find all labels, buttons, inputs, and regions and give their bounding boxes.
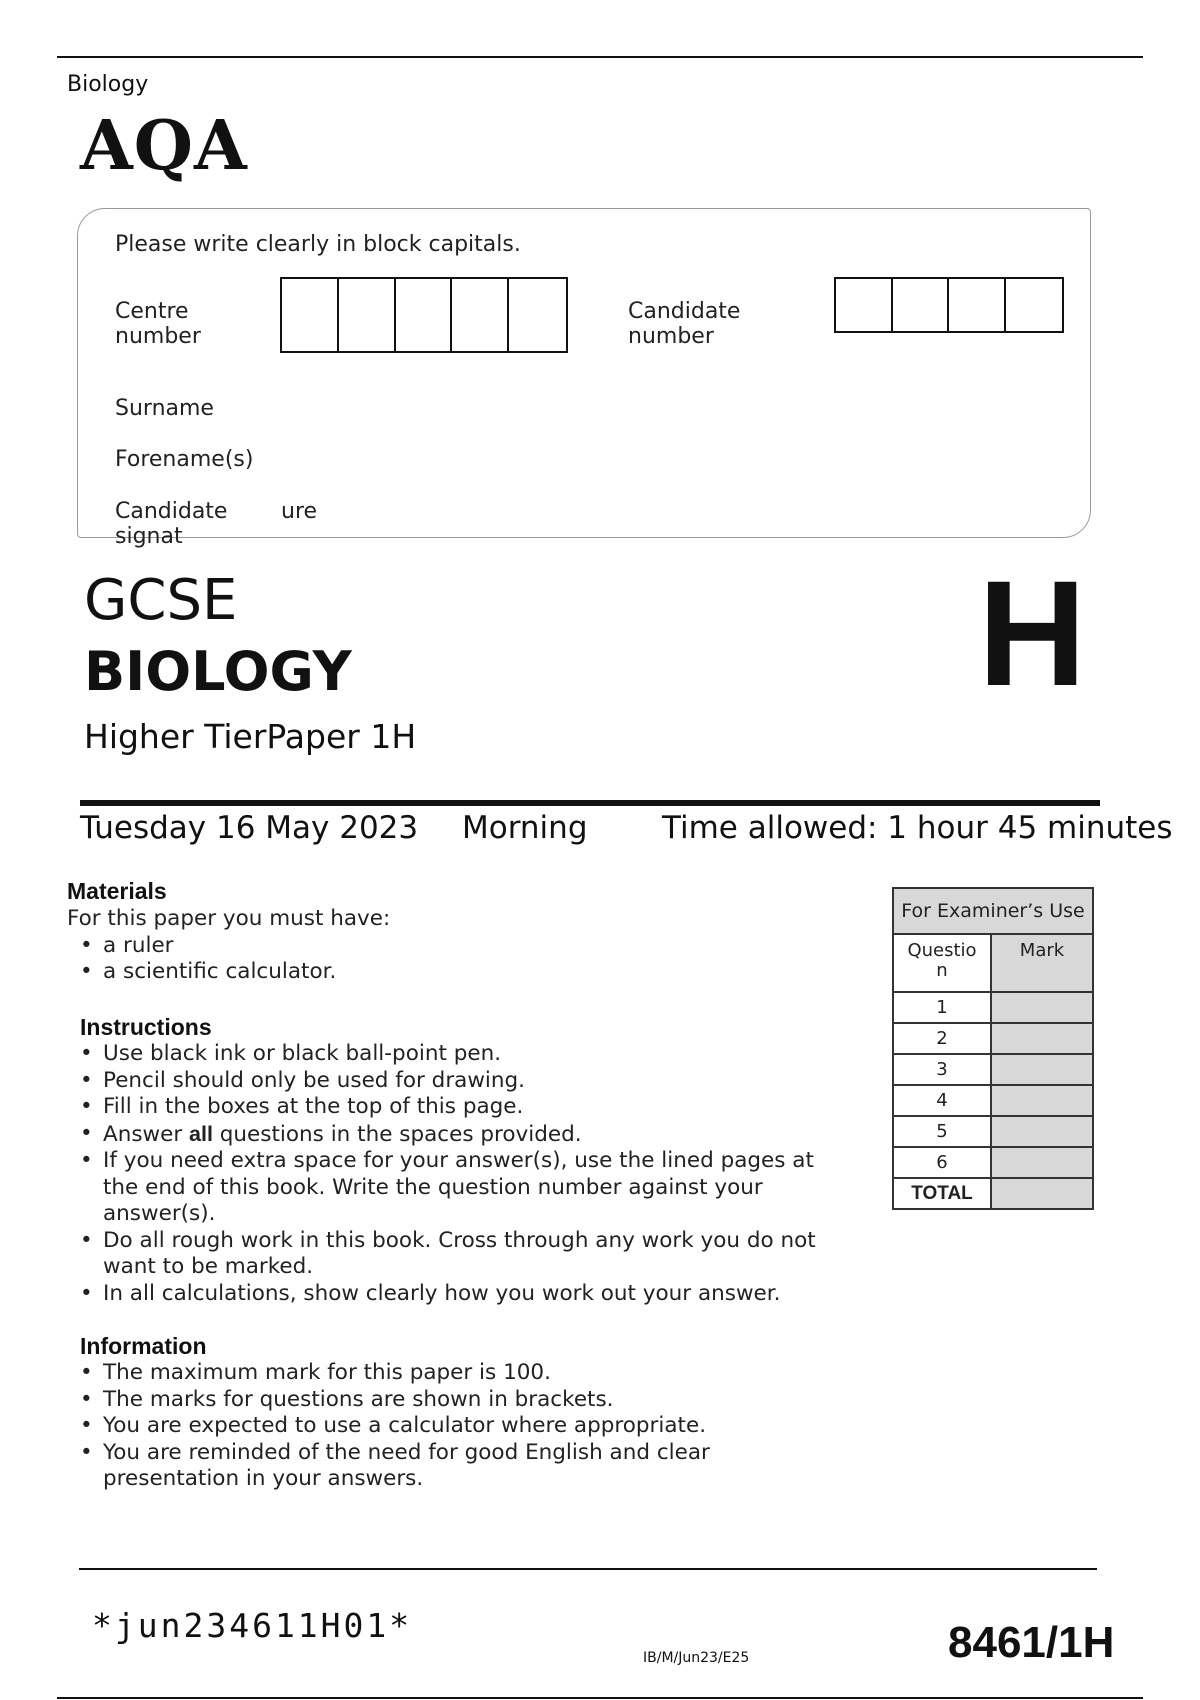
- information-heading: Information: [80, 1333, 207, 1359]
- list-item: • a ruler: [67, 933, 827, 960]
- list-item: • Use black ink or black ball-point pen.: [67, 1041, 847, 1068]
- thick-rule: [80, 800, 1100, 806]
- forenames-label: Forename(s): [115, 447, 254, 472]
- top-rule: [57, 56, 1143, 58]
- examiner-table-title: For Examiner’s Use: [893, 888, 1093, 934]
- list-item: • The marks for questions are shown in brackets.: [67, 1387, 767, 1414]
- centre-number-box[interactable]: [396, 279, 453, 351]
- footer-rule: [79, 1568, 1097, 1570]
- question-number: 4: [893, 1085, 991, 1116]
- list-item: [67, 1121, 847, 1149]
- mark-cell[interactable]: [991, 1085, 1093, 1116]
- materials-heading: Materials: [67, 878, 167, 904]
- mark-column-header: Mark: [991, 934, 1093, 992]
- mark-cell[interactable]: [991, 992, 1093, 1023]
- mark-cell[interactable]: [991, 1054, 1093, 1085]
- block-capitals-instruction: Please write clearly in block capitals.: [115, 232, 521, 257]
- signature-label-fragment: ure: [281, 499, 318, 524]
- question-number: 6: [893, 1147, 991, 1178]
- question-number: 5: [893, 1116, 991, 1147]
- candidate-number-box[interactable]: [1006, 279, 1063, 331]
- mark-cell[interactable]: [991, 1116, 1093, 1147]
- question-number: 1: [893, 992, 991, 1023]
- candidate-details-box: [77, 208, 1091, 538]
- question-number: 2: [893, 1023, 991, 1054]
- answer-emphasis: all: [189, 1121, 213, 1146]
- list-item: • Pencil should only be used for drawing.: [67, 1068, 847, 1095]
- subject-title: BIOLOGY: [84, 640, 352, 703]
- materials-section: [67, 906, 827, 986]
- subject-label: Biology: [67, 72, 149, 97]
- materials-intro: For this paper you must have:: [67, 906, 391, 931]
- instructions-heading: Instructions: [80, 1014, 212, 1040]
- barcode-text: *jun234611H01*: [92, 1606, 413, 1645]
- total-label: TOTAL: [893, 1178, 991, 1209]
- information-section: [67, 1360, 767, 1493]
- exam-session: Morning: [462, 810, 588, 846]
- candidate-number-box[interactable]: [836, 279, 893, 331]
- question-column-header: Questio n: [893, 934, 991, 992]
- candidate-number-box[interactable]: [893, 279, 950, 331]
- list-item: • a scientific calculator.: [67, 959, 827, 986]
- examiner-use-table: [892, 887, 1094, 1210]
- centre-number-box[interactable]: [282, 279, 339, 351]
- tier-letter: H: [978, 549, 1087, 717]
- exam-date: Tuesday 16 May 2023: [80, 810, 419, 846]
- list-item: • The maximum mark for this paper is 100.: [67, 1360, 767, 1387]
- bottom-rule: [57, 1697, 1143, 1699]
- answer-rest: questions in the spaces provided.: [219, 1121, 582, 1147]
- mark-cell[interactable]: [991, 1147, 1093, 1178]
- list-item: • You are expected to use a calculator where appropriate.: [67, 1413, 767, 1440]
- centre-number-box[interactable]: [452, 279, 509, 351]
- surname-label: Surname: [115, 396, 214, 421]
- centre-number-boxes[interactable]: [280, 277, 568, 353]
- candidate-number-box[interactable]: [949, 279, 1006, 331]
- signature-label: Candidate signat: [115, 499, 228, 549]
- list-item: • Do all rough work in this book. Cross through any work you do not want to be marked.: [67, 1228, 847, 1281]
- centre-number-box[interactable]: [339, 279, 396, 351]
- question-number: 3: [893, 1054, 991, 1085]
- instructions-section: [67, 1041, 847, 1307]
- footer-reference: IB/M/Jun23/E25: [643, 1650, 750, 1666]
- list-item: • If you need extra space for your answer(s), use the lined pages at the end of this book. Write the question number against your answer(s).: [67, 1148, 847, 1228]
- candidate-number-boxes[interactable]: [834, 277, 1064, 333]
- answer-prefix: Answer: [103, 1121, 183, 1147]
- centre-number-box[interactable]: [509, 279, 566, 351]
- list-item: • In all calculations, show clearly how you work out your answer.: [67, 1281, 847, 1308]
- candidate-number-label: Candidate number: [628, 299, 741, 349]
- tier-paper-line: Higher TierPaper 1H: [84, 717, 417, 756]
- time-allowed: Time allowed: 1 hour 45 minutes: [662, 810, 1173, 846]
- list-item: • Fill in the boxes at the top of this page.: [67, 1094, 847, 1121]
- total-mark-cell[interactable]: [991, 1178, 1093, 1209]
- mark-cell[interactable]: [991, 1023, 1093, 1054]
- qualification-title: GCSE: [84, 568, 238, 633]
- paper-code: 8461/1H: [948, 1618, 1115, 1667]
- list-item: • You are reminded of the need for good English and clear presentation in your answers.: [67, 1440, 767, 1493]
- centre-number-label: Centre number: [115, 299, 201, 349]
- aqa-logo: AQA: [80, 106, 248, 186]
